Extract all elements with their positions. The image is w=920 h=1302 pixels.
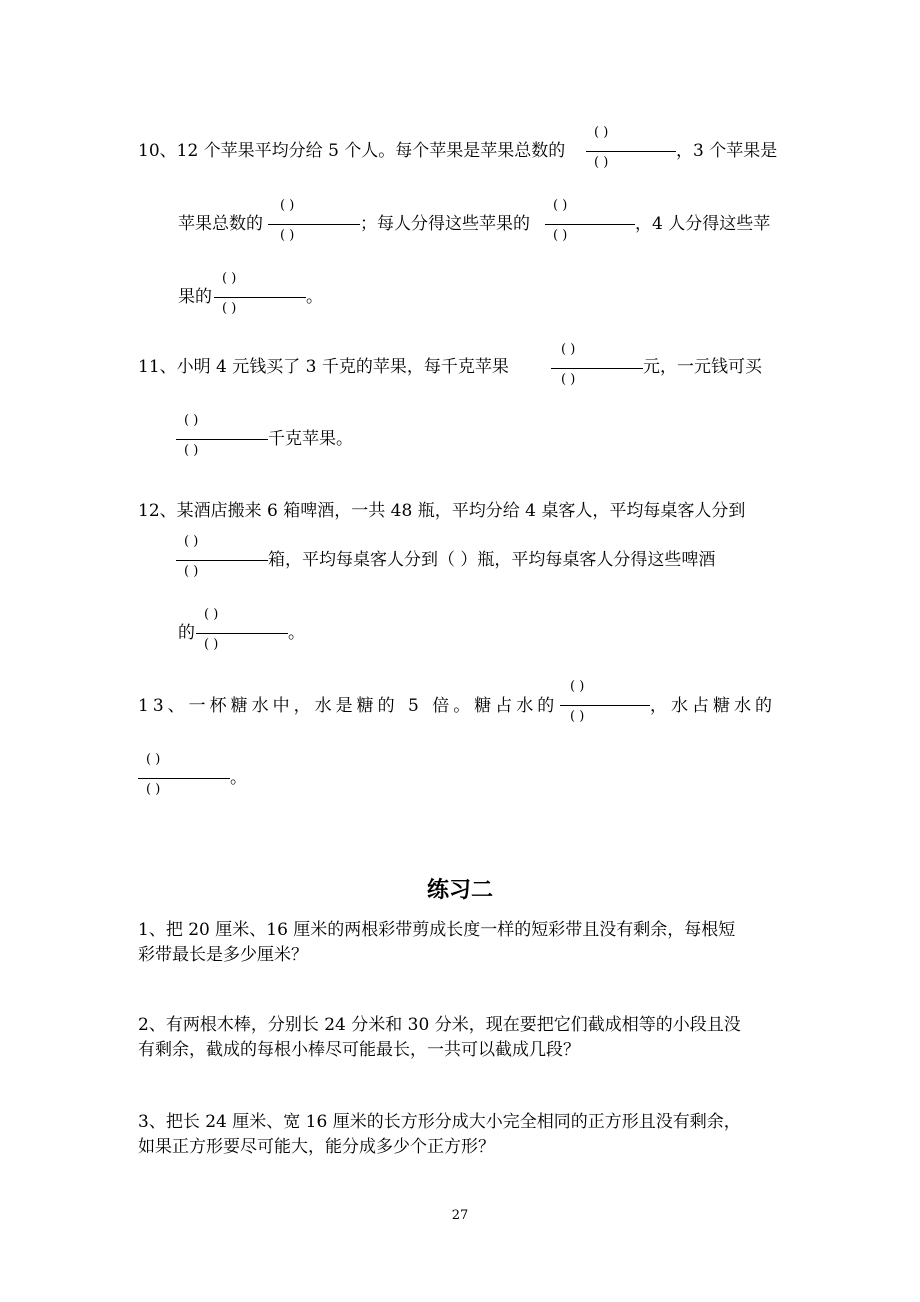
fraction-numerator[interactable]: ( )	[146, 752, 161, 767]
q10-text-c: 苹果总数的	[178, 214, 263, 234]
problem-2-line-1: 2、有两根木棒，分别长 24 分米和 30 分米，现在要把它们截成相等的小段且没	[138, 1015, 741, 1035]
fraction-numerator[interactable]: ( )	[594, 125, 609, 140]
fraction-denominator[interactable]: ( )	[184, 443, 199, 458]
fraction-bar	[214, 297, 306, 298]
q12-text-b: 箱，平均每桌客人分到（ ）瓶，平均每桌客人分得这些啤酒	[268, 550, 716, 570]
fraction-denominator[interactable]: ( )	[184, 564, 199, 579]
fraction-denominator[interactable]: ( )	[553, 228, 568, 243]
fraction-bar	[560, 705, 650, 706]
problem-1-line-2: 彩带最长是多少厘米？	[138, 945, 308, 965]
fraction-numerator[interactable]: ( )	[561, 342, 576, 357]
problem-1-line-1: 1、把 20 厘米、16 厘米的两根彩带剪成长度一样的短彩带且没有剩余，每根短	[138, 920, 736, 940]
fraction-numerator[interactable]: ( )	[553, 198, 568, 213]
q10-text-b: ，3 个苹果是	[676, 141, 778, 161]
problem-3-line-1: 3、把长 24 厘米、宽 16 厘米的长方形分成大小完全相同的正方形且没有剩余，	[138, 1112, 741, 1132]
problem-3-line-2: 如果正方形要尽可能大，能分成多少个正方形？	[138, 1137, 495, 1157]
section-title: 练习二	[426, 878, 493, 903]
fraction-bar	[551, 368, 643, 369]
q12-text-c: 的	[178, 623, 195, 643]
page-number: 27	[451, 1208, 469, 1223]
q10-text-d: ；每人分得这些苹果的	[360, 214, 530, 234]
fraction-bar	[268, 224, 360, 225]
q10-text-a: 10、12 个苹果平均分给 5 个人。每个苹果是苹果总数的	[138, 141, 566, 161]
fraction-bar	[196, 633, 288, 634]
fraction-denominator[interactable]: ( )	[280, 228, 295, 243]
q13-text-b: ，水占糖水的	[650, 696, 776, 716]
fraction-denominator[interactable]: ( )	[561, 372, 576, 387]
fraction-numerator[interactable]: ( )	[280, 198, 295, 213]
fraction-bar	[586, 151, 676, 152]
q12-text-a: 12、某酒店搬来 6 箱啤酒，一共 48 瓶，平均分给 4 桌客人，平均每桌客人分到	[138, 501, 746, 521]
fraction-bar	[176, 560, 268, 561]
fraction-bar	[545, 224, 635, 225]
fraction-numerator[interactable]: ( )	[570, 679, 585, 694]
fraction-denominator[interactable]: ( )	[146, 782, 161, 797]
q11-text-c: 千克苹果。	[268, 429, 353, 449]
q12-text-d: 。	[288, 623, 305, 643]
q10-text-e: ，4 人分得这些苹	[635, 214, 771, 234]
fraction-numerator[interactable]: ( )	[184, 413, 199, 428]
q13-text-a: 13、一杯糖水中，水是糖的 5 倍。糖占水的	[138, 696, 559, 716]
q11-text-a: 11、小明 4 元钱买了 3 千克的苹果，每千克苹果	[138, 357, 509, 377]
fraction-numerator[interactable]: ( )	[222, 271, 237, 286]
fraction-denominator[interactable]: ( )	[222, 301, 237, 316]
q13-text-c: 。	[230, 768, 247, 788]
fraction-bar	[176, 439, 268, 440]
q11-text-b: 元，一元钱可买	[643, 357, 762, 377]
fraction-numerator[interactable]: ( )	[204, 607, 219, 622]
fraction-denominator[interactable]: ( )	[570, 709, 585, 724]
problem-2-line-2: 有剩余，截成的每根小棒尽可能最长，一共可以截成几段？	[138, 1040, 580, 1060]
fraction-bar	[138, 778, 230, 779]
fraction-denominator[interactable]: ( )	[594, 155, 609, 170]
q10-text-g: 。	[306, 287, 323, 307]
q10-text-f: 果的	[178, 287, 212, 307]
fraction-numerator[interactable]: ( )	[184, 534, 199, 549]
fraction-denominator[interactable]: ( )	[204, 637, 219, 652]
